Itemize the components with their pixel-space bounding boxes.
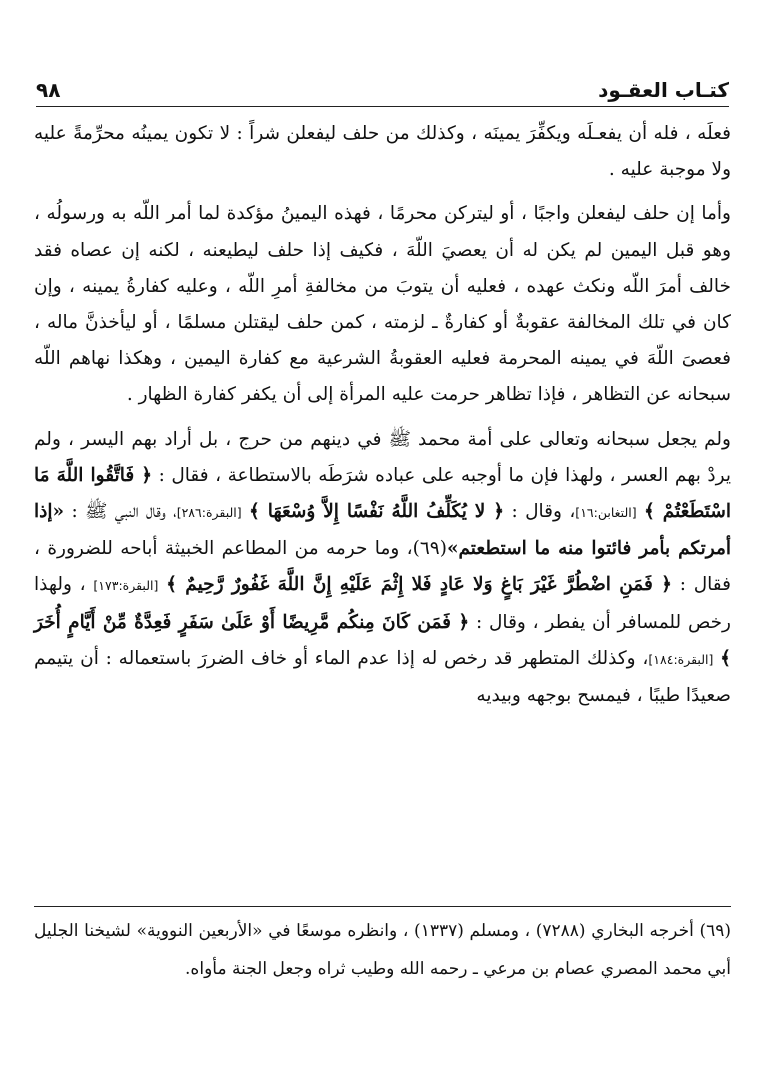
paragraph-3-text-f: ، وكذلك المتطهر قد رخص له إذا عدم الماء أو خاف الضررَ باستعماله : أن يتيمم صعيدًا طيبًا ، فيمسح بوجهه وبيديه [34, 647, 731, 707]
footnote: (٦٩) أخرجه البخاري (٧٢٨٨) ، ومسلم (١٣٣٧) ، وانظره موسعًا في «الأربعين النووية» لشيخنا الجليل أبي محمد المصري عصام بن مرعي ـ رحمه الله وطيب ثراه وجعل الجنة مأواه. [34, 921, 731, 979]
quran-verse-4: ﴿ فَمَن كَانَ مِنكُم مَّرِيضًا أَوْ عَلَىٰ سَفَرٍ فَعِدَّةٌ مِّنْ أَيَّامٍ أُخَرَ ﴾ [34, 611, 731, 669]
verse-reference-4: [البقرة:١٨٤] [648, 651, 714, 667]
paragraph-1: فعلَه ، فله أن يفعـلَه ويكفِّرَ يمينَه ، وكذلك من حلف ليفعلن شراً : لا تكون يمينُه محرِّمةً عليه ولا موجبة عليه . [34, 123, 731, 181]
running-head [36, 72, 729, 102]
footnote-rule [34, 906, 731, 907]
paragraph-3-text-e: ، ولهذا رخص للمسافر أن يفطر ، وقال : [34, 574, 731, 633]
paragraph-3-text-c: ، وقال النبي ﷺ : [71, 501, 177, 523]
verse-reference-1: [التغابن:١٦] [575, 505, 637, 521]
header-rule [36, 106, 729, 107]
hadith-quote: «إذا أمرتكم بأمر فائتوا منه ما استطعتم» [34, 501, 732, 560]
main-text [34, 116, 731, 714]
paragraph-3 [34, 422, 731, 715]
footnote-marker: (٦٩) [412, 538, 447, 560]
page-number: ٩٨ [36, 78, 61, 102]
paragraph-3-text-b: ، وقال : [511, 501, 576, 523]
verse-reference-2: [البقرة:٢٨٦] [176, 505, 242, 521]
paragraph-3-text-d: ، وما حرمه من المطاعم الخبيثة أباحه للضرورة ، فقال : [34, 538, 731, 596]
quran-verse-1: ﴿ فَاتَّقُوا اللَّهَ مَا اسْتَطَعْتُمْ ﴾ [34, 464, 731, 523]
paragraph-2: وأما إن حلف ليفعلن واجبًا ، أو ليتركن محرمًا ، فهذه اليمينُ مؤكدة لما أمر اللّه به ورسولُه ، وهو قبل اليمين لم يكن له أن يعصيَ اللّهَ ، فكيف إذا حلف ليطيعنه ، لكنه إن عصاه فقد خالف أمرَ اللّه ونكث عهده ، فعليه أن يتوبَ من مخالفةِ أمرِ اللّه ، وعليه كفارةُ يمينه ، وإن كان في تلك المخالفة عقوبةٌ أو كفارةٌ ـ لزمته ، كمن حلف ليقتلن مسلمًا ، أو ليأخذنَّ ماله ، فعصىَ اللّهَ في يمينه المحرمة فعليه العقوبةُ الشرعية مع كفارة اليمين ، وهكذا نهاهم اللّه سبحانه عن التظاهر ، فإذا تظاهر حرمت عليه المرأة إلى أن يكفر كفارة الظهار . [34, 203, 731, 406]
verse-reference-3: [البقرة:١٧٣] [93, 578, 159, 594]
quran-verse-3: ﴿ فَمَنِ اضْطُرَّ غَيْرَ بَاغٍ وَلا عَادٍ فَلا إِثْمَ عَلَيْهِ إِنَّ اللَّهَ غَفُورٌ رَّحِيمٌ ﴾ [166, 574, 672, 596]
quran-verse-2: ﴿ لا يُكَلِّفُ اللَّهُ نَفْسًا إِلاَّ وُسْعَهَا ﴾ [249, 501, 505, 523]
book-title: كتـاب العقـود [598, 78, 729, 102]
paragraph-3-text-a: ولم يجعل سبحانه وتعالى على أمة محمد ﷺ في دينهم من حرج ، بل أراد بهم اليسر ، ولم يردْ بهم العسر ، ولهذا فإن ما أوجبه على عباده شرَطَه بالاستطاعة ، فقال : [34, 428, 731, 486]
